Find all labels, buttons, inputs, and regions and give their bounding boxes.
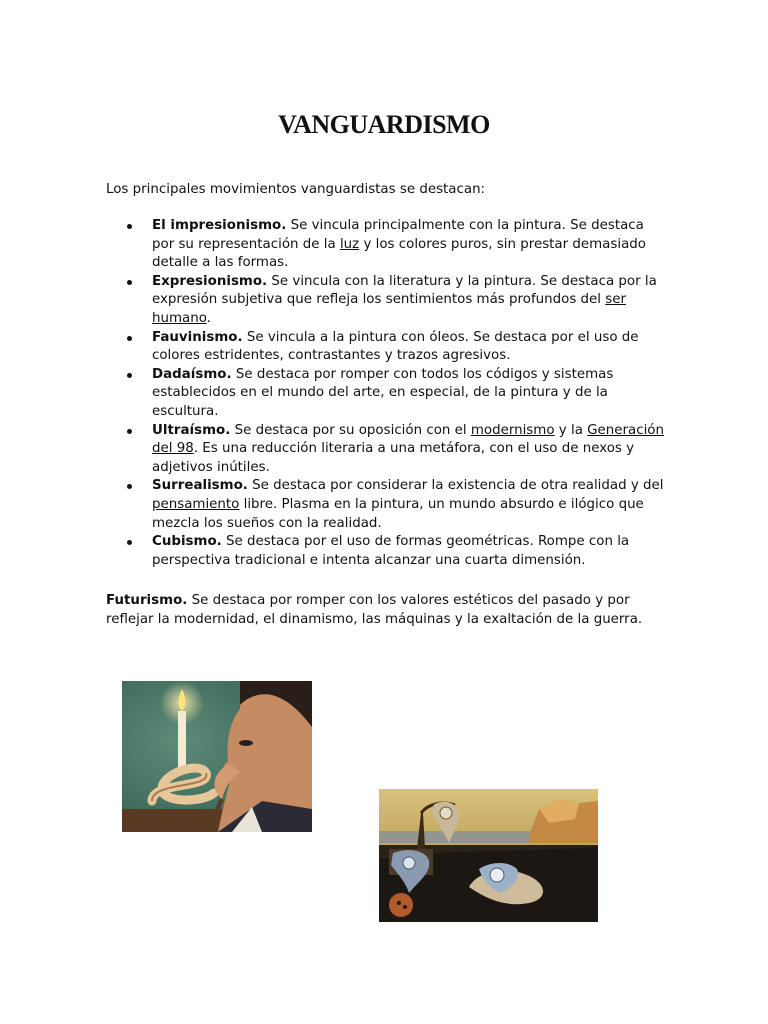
bullet-icon: [127, 280, 132, 285]
list-item: Cubismo. Se destaca por el uso de formas geométricas. Rompe con la perspectiva tradicional e intenta alcanzar una cuarta dimensión.: [106, 533, 666, 570]
link-generacion-del-98[interactable]: Generación del 98: [152, 422, 664, 457]
painting-melting-clocks: [379, 789, 598, 922]
bullet-icon: [127, 484, 132, 489]
movement-name: Dadaísmo.: [152, 366, 232, 382]
bullet-icon: [127, 224, 132, 229]
movement-name: El impresionismo.: [152, 218, 287, 233]
movements-list: [106, 217, 666, 570]
link-luz[interactable]: luz: [339, 236, 360, 252]
movement-name: Expresionismo.: [152, 273, 268, 289]
futurismo-paragraph: Futurismo. Se destaca por romper con los valores estéticos del pasado y por reflejar la modernidad, el dinamismo, las máquinas y la exaltación de la guerra.: [106, 593, 643, 627]
movement-name: Ultraísmo.: [152, 422, 231, 438]
intro-text: Los principales movimientos vanguardistas se destacan:: [106, 182, 486, 197]
list-item: Expresionismo. Se vincula con la literatura y la pintura. Se destaca por la expresión subjetiva que refleja los sentimientos más profundos del ser humano.: [106, 273, 666, 329]
movement-name: Cubismo.: [152, 534, 222, 550]
bullet-icon: [127, 336, 132, 341]
list-item: Ultraísmo. Se destaca por su oposición con el modernismo y la Generación del 98. Es una reducción literaria a una metáfora, con el uso de nexos y adjetivos inútiles.: [106, 422, 666, 478]
link-ser-humano[interactable]: ser humano: [152, 292, 627, 326]
movement-name: Surrealismo.: [152, 478, 248, 494]
link-modernismo[interactable]: modernismo: [470, 422, 555, 438]
movement-name: Futurismo.: [106, 593, 188, 608]
page-title: VANGUARDISMO: [278, 110, 490, 139]
bullet-icon: [127, 540, 132, 545]
painting-man-candle: [122, 681, 312, 832]
list-item: Dadaísmo. Se destaca por romper con todos los códigos y sistemas establecidos en el mundo del arte, en especial, de la pintura y de la escultura.: [106, 366, 666, 422]
list-item: El impresionismo. Se vincula principalmente con la pintura. Se destaca por su representación de la luz y los colores puros, sin prestar demasiado detalle a las formas.: [106, 217, 666, 273]
link-pensamiento[interactable]: pensamiento: [152, 496, 240, 512]
list-item: Fauvinismo. Se vincula a la pintura con óleos. Se destaca por el uso de colores estridentes, contrastantes y trazos agresivos.: [106, 329, 666, 366]
bullet-icon: [127, 373, 132, 378]
list-item: Surrealismo. Se destaca por considerar la existencia de otra realidad y del pensamiento libre. Plasma en la pintura, un mundo absurdo e ilógico que mezcla los sueños con la realidad.: [106, 477, 666, 533]
bullet-icon: [127, 429, 132, 434]
movement-name: Fauvinismo.: [152, 329, 243, 345]
